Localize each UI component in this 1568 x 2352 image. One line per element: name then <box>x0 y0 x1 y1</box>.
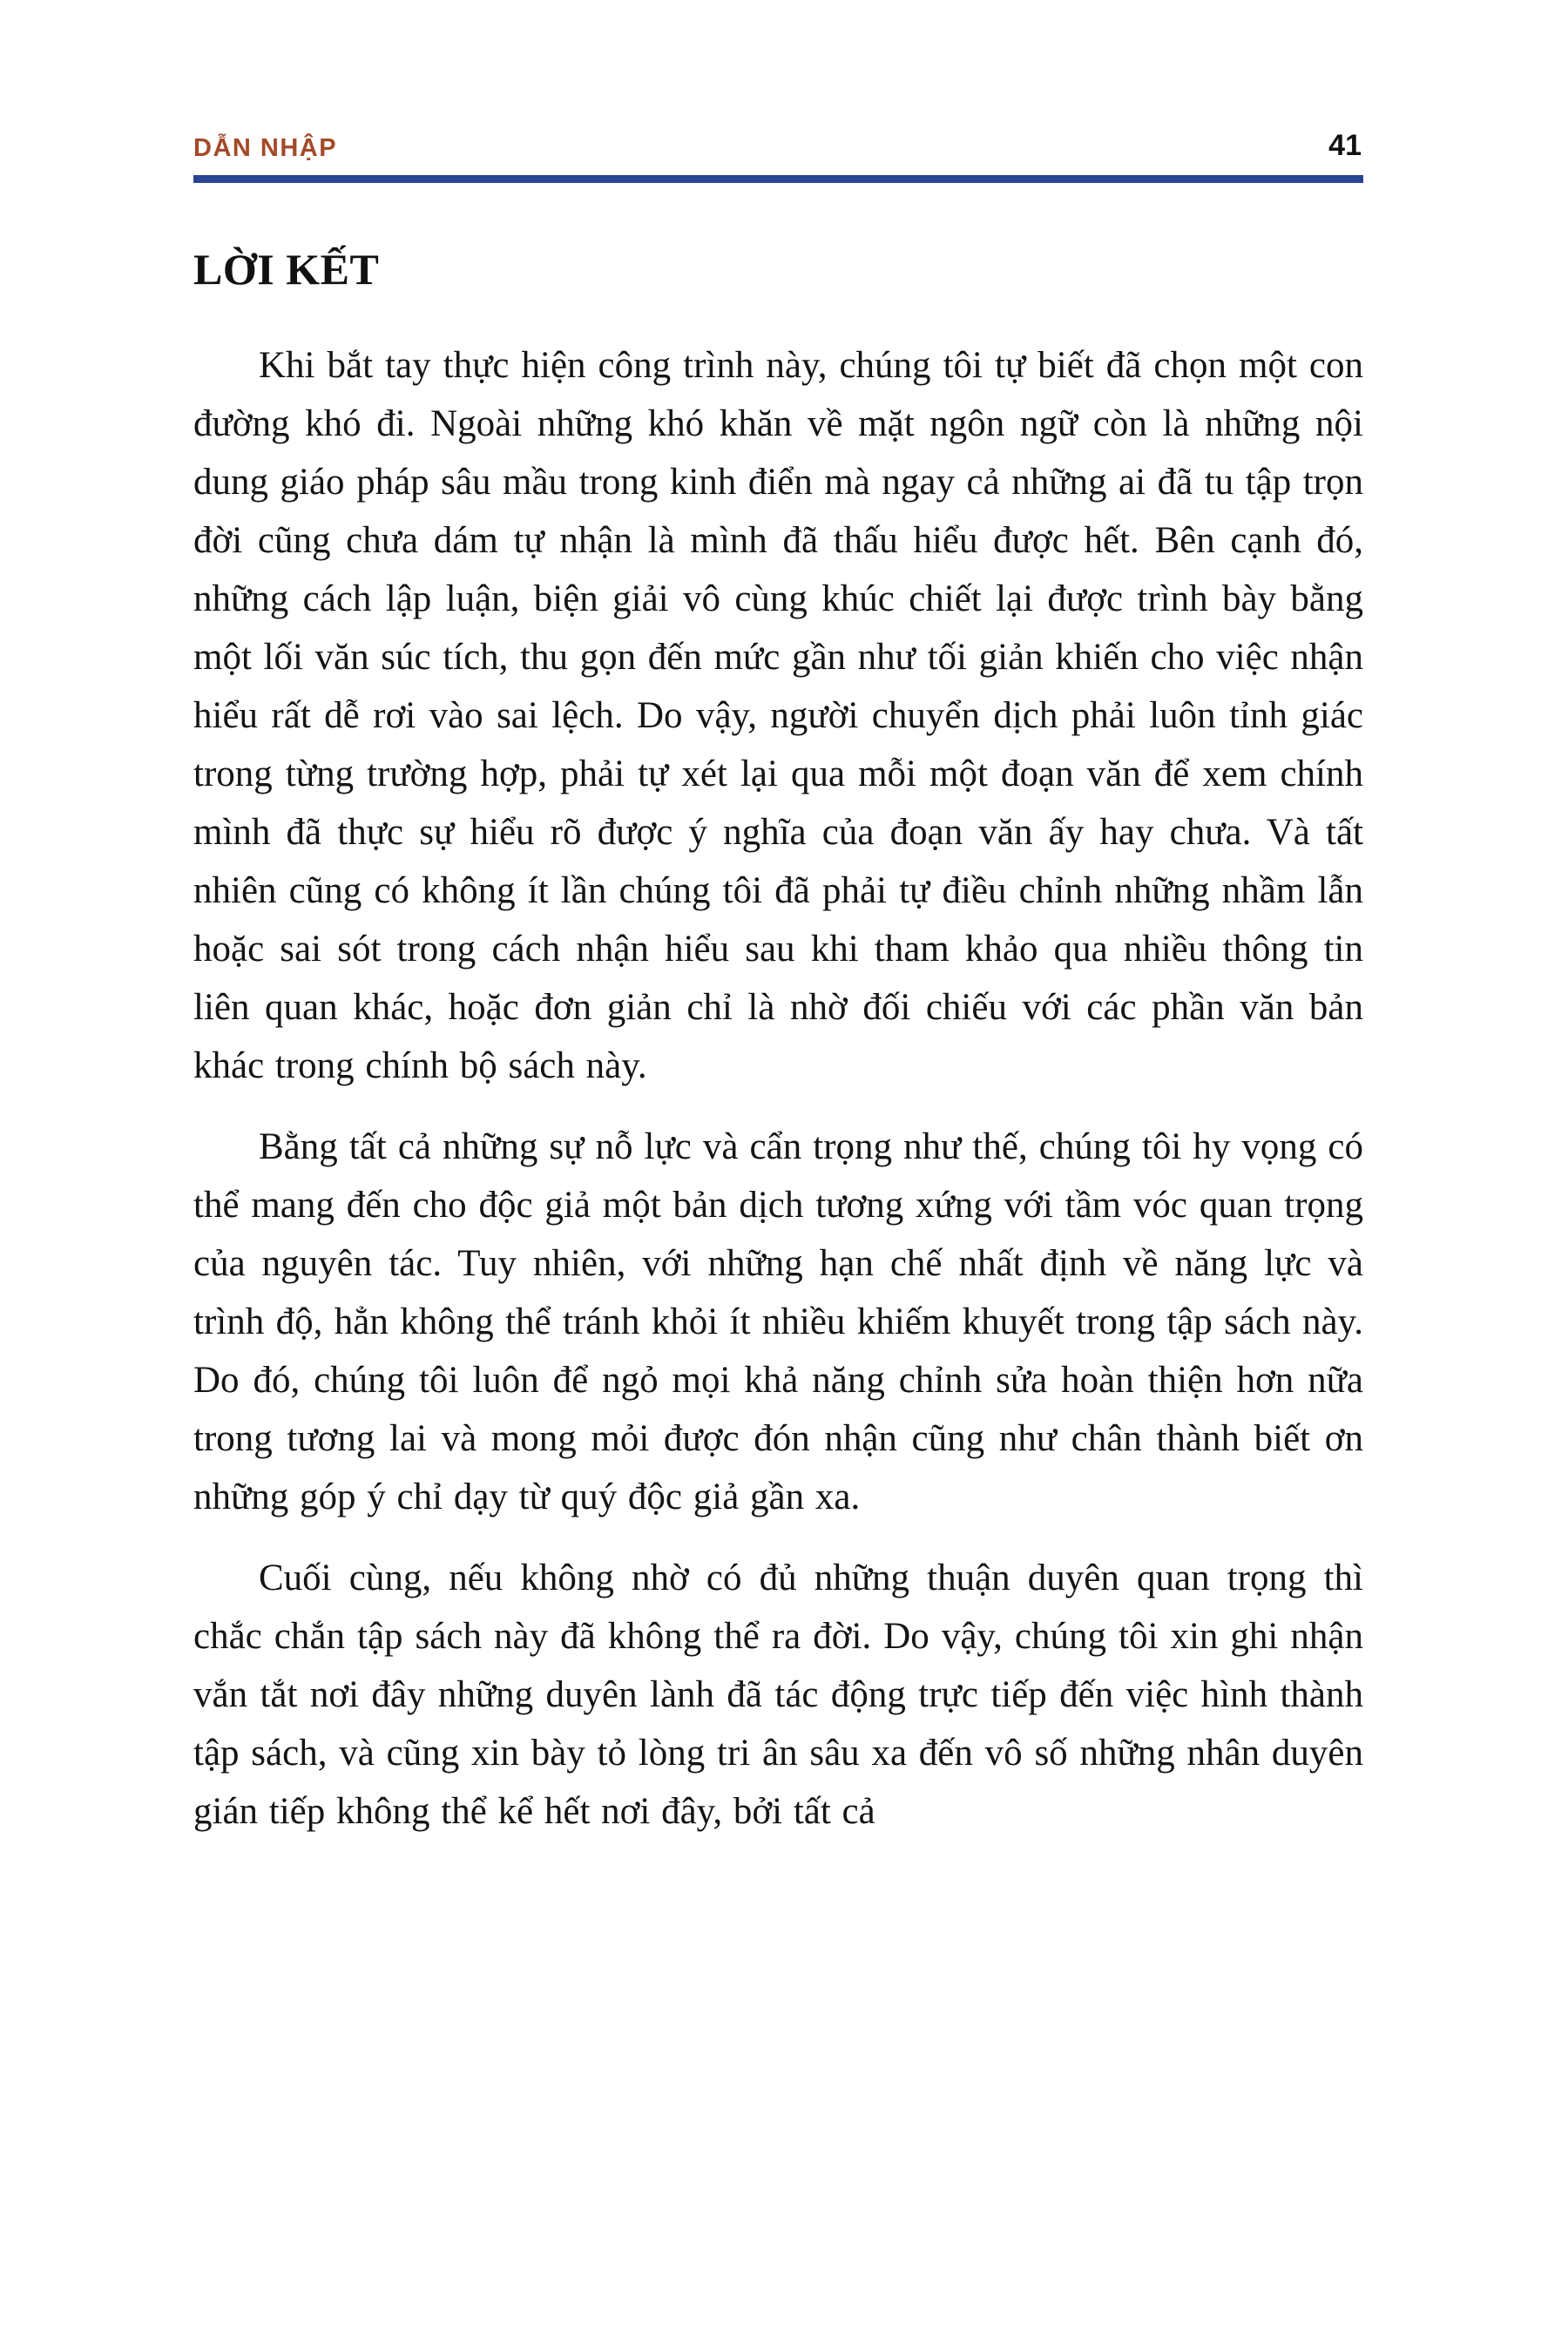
page-number: 41 <box>1328 129 1362 162</box>
body-paragraph: Khi bắt tay thực hiện công trình này, chúng tôi tự biết đã chọn một con đường khó đi. Ngoài những khó khăn về mặt ngôn ngữ còn là những nội dung giáo pháp sâu mầu trong kinh điển mà ngay cả những ai đã tu tập trọn đời cũng chưa dám tự nhận là mình đã thấu hiểu được hết. Bên cạnh đó, những cách lập luận, biện giải vô cùng khúc chiết lại được trình bày bằng một lối văn súc tích, thu gọn đến mức gần như tối giản khiến cho việc nhận hiểu rất dễ rơi vào sai lệch. Do vậy, người chuyển dịch phải luôn tỉnh giác trong từng trường hợp, phải tự xét lại qua mỗi một đoạn văn để xem chính mình đã thực sự hiểu rõ được ý nghĩa của đoạn văn ấy hay chưa. Và tất nhiên cũng có không ít lần chúng tôi đã phải tự điều chỉnh những nhầm lẫn hoặc sai sót trong cách nhận hiểu sau khi tham khảo qua nhiều thông tin liên quan khác, hoặc đơn giản chỉ là nhờ đối chiếu với các phần văn bản khác trong chính bộ sách này. <box>193 345 1363 1086</box>
section-title: LỜI KẾT <box>193 245 380 294</box>
running-title: DẪN NHẬP <box>193 134 338 162</box>
body-paragraph: Bằng tất cả những sự nỗ lực và cẩn trọng như thế, chúng tôi hy vọng có thể mang đến cho độc giả một bản dịch tương xứng với tầm vóc quan trọng của nguyên tác. Tuy nhiên, với những hạn chế nhất định về năng lực và trình độ, hẳn không thể tránh khỏi ít nhiều khiếm khuyết trong tập sách này. Do đó, chúng tôi luôn để ngỏ mọi khả năng chỉnh sửa hoàn thiện hơn nữa trong tương lai và mong mỏi được đón nhận cũng như chân thành biết ơn những góp ý chỉ dạy từ quý độc giả gần xa. <box>193 1126 1363 1517</box>
body-paragraph: Cuối cùng, nếu không nhờ có đủ những thuận duyên quan trọng thì chắc chắn tập sách này đã không thể ra đời. Do vậy, chúng tôi xin ghi nhận vắn tắt nơi đây những duyên lành đã tác động trực tiếp đến việc hình thành tập sách, và cũng xin bày tỏ lòng tri ân sâu xa đến vô số những nhân duyên gián tiếp không thể kể hết nơi đây, bởi tất cả <box>193 1558 1363 1832</box>
body-text <box>193 336 1363 1841</box>
page-header <box>193 129 1363 183</box>
